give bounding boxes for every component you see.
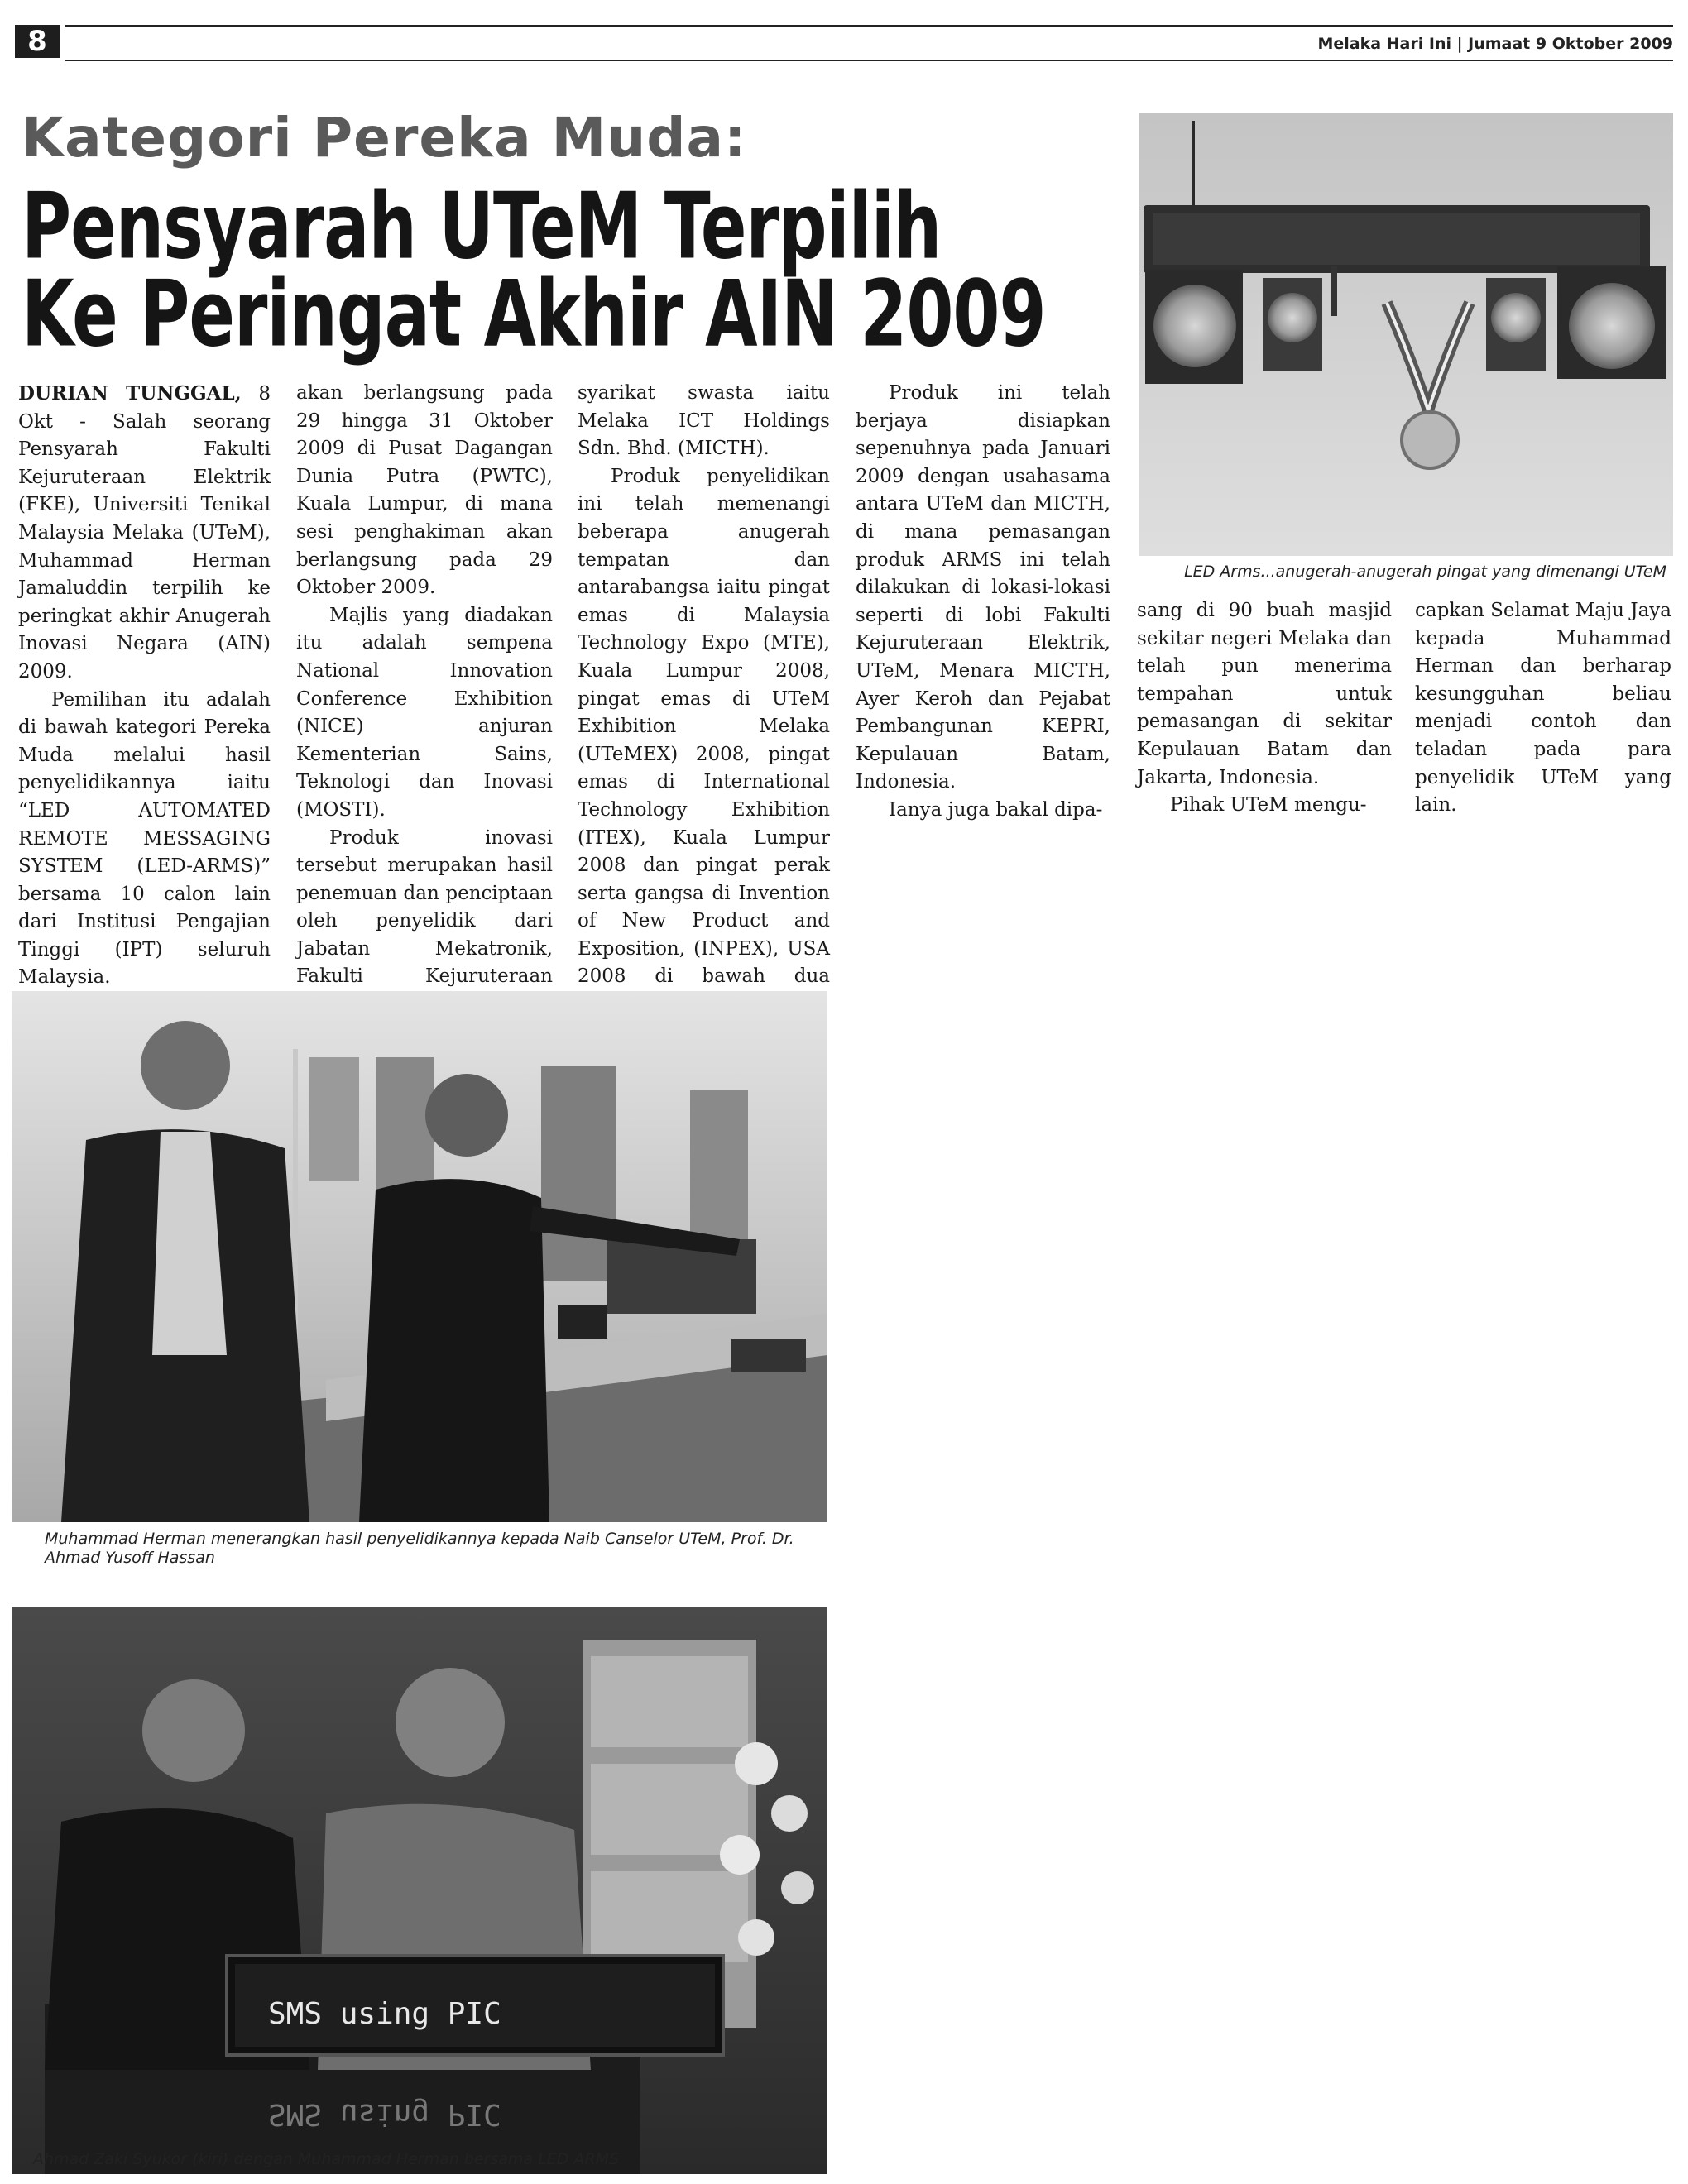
headline-line-2: Ke Peringat Akhir AIN 2009 bbox=[22, 261, 1046, 368]
led-display-reflection: SMS using PIC bbox=[268, 2097, 501, 2131]
column-2-paragraph-2: Majlis yang diadakan itu adalah sempena National Innovation Conference Exhibition (NICE) anjuran Kementerian Sains, Teknologi dan Inovasi (MOSTI). bbox=[296, 604, 553, 821]
header-rule-top bbox=[65, 25, 1673, 27]
headline-line-1: Pensyarah UTeM Terpilih bbox=[22, 174, 942, 280]
caption-medals: LED Arms...anugerah-anugerah pingat yang dimenangi UTeM bbox=[1184, 563, 1666, 581]
column-1-paragraph-1-text: 8 Okt - Salah seorang Pensyarah Fakulti Kejuruteraan Elektrik (FKE), Universiti Tenikal Malaysia Melaka (UTeM), Muhammad Herman Jamaluddin terpilih ke peringkat akhir Anugerah Inovasi Negara (AIN) 2009. bbox=[18, 383, 271, 682]
medals-illustration bbox=[1139, 113, 1673, 556]
column-5-paragraph-2: Pihak UTeM mengu- bbox=[1170, 794, 1367, 817]
article-column-1 bbox=[18, 380, 271, 1020]
article-column-4 bbox=[856, 380, 1110, 825]
column-3-paragraph-2: Produk penyelidikan ini telah memenangi beberapa anugerah tempatan dan antarabangsa iaitu pingat emas di Malaysia Technology Expo (MTE), Kuala Lumpur 2008, pingat emas di UTeM Exhibition Melaka (UTeMEX) 2008, pingat emas di International Technology Exhibition (ITEX), Kuala Lumpur 2008 dan pingat perak serta gangsa di Invention of New Product and Exposition, (INPEX), USA 2008 di bawah dua bbox=[578, 465, 830, 988]
column-2-paragraph-3: Produk inovasi tersebut merupakan hasil penemuan dan penciptaan oleh penyelidik dari Jabatan Mekatronik, Fakulti Kejuruteraan bbox=[296, 826, 553, 988]
issue-info: Melaka Hari Ini | Jumaat 9 Oktober 2009 bbox=[1317, 35, 1673, 53]
led-display-text: SMS using PIC bbox=[268, 1997, 501, 2031]
article-column-6 bbox=[1415, 597, 1671, 820]
caption-portrait: Ahmad Zaki Syukor (kiri) dengan Muhammad Herman bersama LED ARMS bbox=[33, 2150, 620, 2168]
photo-portrait-led-arms bbox=[12, 1607, 827, 2174]
caption-exhibition: Muhammad Herman menerangkan hasil penyelidikannya kepada Naib Canselor UTeM, Prof. Dr. Ahmad Yusoff Hassan bbox=[45, 1530, 794, 1567]
column-3-paragraph-1: syarikat swasta iaitu Melaka ICT Holdings Sdn. Bhd. (MICTH). bbox=[578, 382, 830, 460]
page-number: 8 bbox=[15, 25, 60, 58]
dateline: DURIAN TUNGGAL, bbox=[18, 382, 242, 405]
photo-led-arms-medals bbox=[1139, 113, 1673, 556]
headline-kicker: Kategori Pereka Muda: bbox=[22, 106, 747, 170]
column-2-paragraph-1: akan berlangsung pada 29 hingga 31 Oktober 2009 di Pusat Dagangan Dunia Putra (PWTC), Kuala Lumpur, di mana sesi penghakiman akan berlangsung pada 29 Oktober 2009. bbox=[296, 382, 553, 599]
header-rule-bottom bbox=[65, 60, 1673, 61]
article-column-3 bbox=[578, 380, 830, 1019]
exhibition-illustration bbox=[12, 991, 827, 1522]
column-5-paragraph-1: sang di 90 buah masjid sekitar negeri Melaka dan telah pun menerima tempahan untuk pemasangan di sekitar Kepulauan Batam dan Jakarta, Indonesia. bbox=[1137, 600, 1392, 788]
article-column-5 bbox=[1137, 597, 1392, 820]
column-4-paragraph-1: Produk ini telah berjaya disiapkan sepenuhnya pada Januari 2009 dengan usahasama antara UTeM dan MICTH, di mana pemasangan produk ARMS ini telah dilakukan di lokasi-lokasi seperti di lobi Fakulti Kejuruteraan Elektrik, UTeM, Menara MICTH, Ayer Keroh dan Pejabat Pembangunan KEPRI, Kepulauan Batam, Indonesia. bbox=[856, 382, 1110, 793]
photo-exhibition bbox=[12, 991, 827, 1522]
column-1-paragraph-1 bbox=[18, 380, 271, 687]
portrait-illustration bbox=[12, 1607, 827, 2174]
column-1-paragraph-2: Pemilihan itu adalah di bawah kategori Pereka Muda melalui hasil penyelidikannya iaitu “LED AUTOMATED REMOTE MESSAGING SYSTEM (LED-ARMS)” bersama 10 calon lain dari Institusi Pengajian Tinggi (IPT) seluruh Malaysia. bbox=[18, 688, 271, 989]
column-6-paragraph-1: capkan Selamat Maju Jaya kepada Muhammad Herman dan berharap kesungguhan beliau menjadi contoh dan teladan pada para penyelidik UTeM yang lain. bbox=[1415, 600, 1671, 817]
column-4-paragraph-2: Ianya juga bakal dipa- bbox=[889, 798, 1103, 821]
article-column-2 bbox=[296, 380, 553, 1046]
